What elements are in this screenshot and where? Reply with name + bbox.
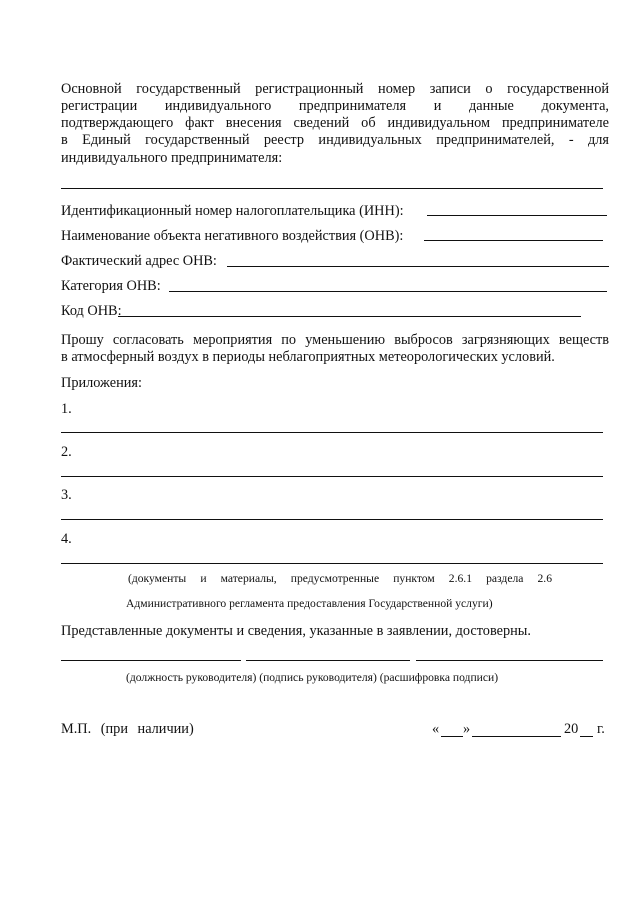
attachment-input-line-3[interactable] <box>61 519 603 520</box>
attachment-input-line-1[interactable] <box>61 432 603 433</box>
attachment-number-2: 2. <box>61 444 72 460</box>
request-line-2: в атмосферный воздух в периоды неблагоприятных метеорологических условий. <box>61 349 555 365</box>
signature-input-line[interactable] <box>246 660 410 661</box>
request-line-1: Прошу согласовать мероприятия по уменьшению выбросов загрязняющих веществ <box>61 332 609 348</box>
signature-caption: (должность руководителя) (подпись руководителя) (расшифровка подписи) <box>126 671 499 684</box>
certification-text: Представленные документы и сведения, указанные в заявлении, достоверны. <box>61 623 531 639</box>
date-close-quote: » <box>463 721 471 737</box>
intro-line-1: Основной государственный регистрационный номер записи о государственной <box>61 81 609 97</box>
onv-name-label: Наименование объекта негативного воздействия (ОНВ): <box>61 228 404 244</box>
year-input-line[interactable] <box>580 736 593 737</box>
year-prefix: 20 <box>564 721 579 737</box>
onv-code-label: Код ОНВ: <box>61 303 122 319</box>
attachment-number-3: 3. <box>61 487 72 503</box>
day-input-line[interactable] <box>441 736 463 737</box>
name-decode-input-line[interactable] <box>416 660 603 661</box>
inn-label: Идентификационный номер налогоплательщика (ИНН): <box>61 203 404 219</box>
date-open-quote: « <box>432 721 440 737</box>
onv-code-input-line[interactable] <box>118 316 581 317</box>
attachments-title: Приложения: <box>61 375 142 391</box>
month-input-line[interactable] <box>472 736 561 737</box>
attachments-note-line-1: (документы и материалы, предусмотренные пунктом 2.6.1 раздела 2.6 <box>128 572 552 585</box>
intro-line-4: в Единый государственный реестр индивидуальных предпринимателей, - для <box>61 132 609 148</box>
attachment-input-line-2[interactable] <box>61 476 603 477</box>
onv-category-input-line[interactable] <box>169 291 607 292</box>
intro-line-2: регистрации индивидуального предпринимателя и данные документа, <box>61 98 609 114</box>
year-suffix: г. <box>597 721 605 737</box>
onv-name-input-line[interactable] <box>424 240 603 241</box>
attachments-note-line-2: Административного регламента предоставления Государственной услуги) <box>126 597 493 610</box>
intro-line-5: индивидуального предпринимателя: <box>61 150 283 166</box>
intro-line-3: подтверждающего факт внесения сведений об индивидуальном предпринимателе <box>61 115 609 131</box>
attachment-number-4: 4. <box>61 531 72 547</box>
onv-address-input-line[interactable] <box>227 266 609 267</box>
ogrn-input-line[interactable] <box>61 188 603 189</box>
onv-category-label: Категория ОНВ: <box>61 278 161 294</box>
inn-input-line[interactable] <box>427 215 607 216</box>
stamp-label: М.П. (при наличии) <box>61 721 194 737</box>
onv-address-label: Фактический адрес ОНВ: <box>61 253 217 269</box>
position-input-line[interactable] <box>61 660 241 661</box>
attachment-input-line-4[interactable] <box>61 563 603 564</box>
attachment-number-1: 1. <box>61 401 72 417</box>
